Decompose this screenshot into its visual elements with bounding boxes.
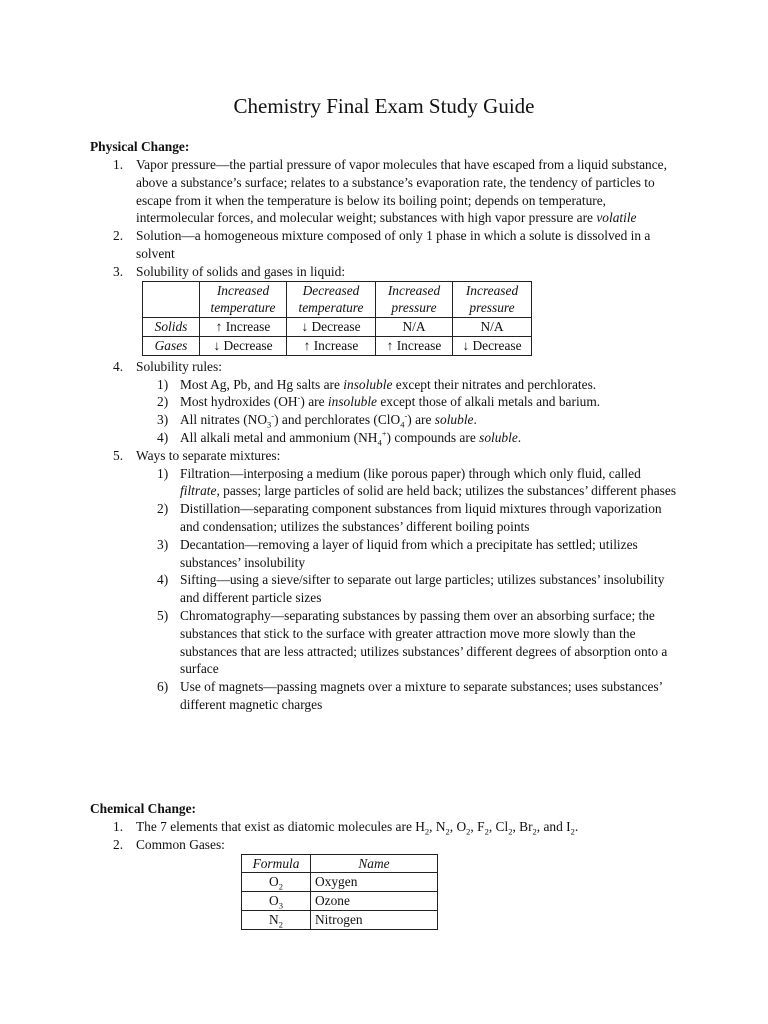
- physical-change-list: [90, 156, 680, 714]
- method-item: [90, 536, 680, 572]
- table-row: [143, 318, 532, 337]
- element-symbol: O: [269, 893, 279, 909]
- table-row: [242, 892, 438, 911]
- formula-subscript: 2: [484, 826, 489, 837]
- separation-methods-text: Ways to separate mixtures:: [136, 447, 281, 463]
- diatomic-text: , F: [470, 819, 485, 834]
- formula-subscript: 3: [267, 419, 272, 430]
- item-number: 3.: [113, 263, 124, 279]
- list-item: [90, 818, 680, 836]
- rule-text: ) compounds are: [386, 429, 480, 445]
- item-number: 1.: [113, 157, 124, 172]
- list-item: [90, 836, 680, 854]
- table-row: [242, 910, 438, 929]
- diatomic-text: , Cl: [488, 819, 509, 834]
- column-header: Increased pressure: [376, 281, 453, 318]
- method-text: Filtration—interposing a medium (like porous paper) through which only fluid, called: [180, 465, 641, 481]
- diatomic-text: , and I: [536, 819, 571, 834]
- table-header-row: [143, 281, 532, 318]
- table-cell: N/A: [453, 318, 532, 337]
- formula-subscript: 2: [445, 826, 450, 837]
- list-item: [90, 156, 680, 227]
- rule-term: insoluble: [343, 376, 393, 392]
- list-item: [90, 227, 680, 263]
- rule-text: ) are: [300, 394, 328, 410]
- chemical-change-list: [90, 818, 680, 930]
- rule-term: insoluble: [327, 394, 378, 410]
- formula-subscript: 2: [466, 826, 471, 837]
- column-header: Formula: [242, 854, 311, 873]
- rule-text: .: [473, 412, 477, 428]
- diatomic-text: , O: [449, 819, 467, 834]
- chemical-change-heading: Chemical Change:: [90, 801, 197, 816]
- method-item: [90, 607, 680, 678]
- diatomic-text: The 7 elements that exist as diatomic molecules are H: [136, 819, 425, 834]
- item-number: 1.: [113, 819, 124, 834]
- vapor-pressure-text: Vapor pressure—the partial pressure of vapor molecules that have escaped from a liquid substance, above a substance’s surface; relates to a substance’s evaporation rate, the tendency of particles to escape from it when the temperature is below its boiling point; depends on temperature, intermolecular forces, and molecular weight; substances with high vapor pressure are: [136, 157, 667, 226]
- formula-cell: [242, 910, 311, 929]
- column-header: Name: [311, 854, 438, 873]
- method-item: [90, 500, 680, 536]
- rule-text: except those of alkali metals and barium.: [377, 394, 601, 410]
- formula-subscript: 4: [400, 419, 405, 430]
- method-text: Use of magnets—passing magnets over a mixture to separate substances; uses substances’ different magnetic charges: [180, 679, 663, 712]
- item-number: 2.: [113, 836, 124, 852]
- rule-text: except their nitrates and perchlorates.: [392, 376, 597, 392]
- rule-item: [90, 429, 680, 447]
- table-corner-cell: [143, 281, 200, 318]
- rule-text: .: [517, 429, 522, 445]
- formula-cell: [242, 892, 311, 911]
- formula-subscript: 4: [377, 437, 382, 448]
- filtrate-term: filtrate: [180, 483, 217, 499]
- charge-superscript: -: [404, 410, 408, 421]
- table-cell: ↑ Increase: [287, 336, 376, 355]
- rule-number: 1): [157, 376, 169, 392]
- formula-cell: [242, 873, 311, 892]
- common-gases-table: [241, 854, 438, 930]
- rule-item: [90, 411, 680, 429]
- formula-subscript: 2: [508, 826, 513, 837]
- rule-text: Most Ag, Pb, and Hg salts are: [180, 376, 344, 392]
- row-header: Solids: [143, 318, 200, 337]
- item-number: 5.: [113, 447, 124, 463]
- method-number: 5): [157, 607, 169, 623]
- list-item: [90, 358, 680, 376]
- table-cell: ↑ Increase: [376, 336, 453, 355]
- table-cell: ↓ Decrease: [287, 318, 376, 337]
- item-number: 4.: [113, 358, 124, 374]
- solubility-rules-text: Solubility rules:: [136, 358, 222, 374]
- row-header: Gases: [143, 336, 200, 355]
- charge-superscript: -: [271, 410, 275, 421]
- formula-subscript: 2: [278, 919, 283, 930]
- method-number: 3): [157, 536, 169, 552]
- method-number: 2): [157, 501, 169, 517]
- table-row: [143, 336, 532, 355]
- charge-superscript: -: [297, 392, 301, 403]
- column-header: Decreased temperature: [287, 281, 376, 318]
- method-text: Sifting—using a sieve/sifter to separate out large particles; utilizes substances’ insolubility and different particle sizes: [180, 572, 665, 606]
- method-text: Distillation—separating component substances from liquid mixtures through vaporization and condensation; utilizes the substances’ different boiling points: [180, 501, 662, 534]
- diatomic-text: .: [574, 819, 579, 834]
- list-item: [90, 447, 680, 465]
- diatomic-text: , N: [429, 819, 446, 834]
- name-cell: Nitrogen: [311, 910, 438, 929]
- solution-text: Solution—a homogeneous mixture composed of only 1 phase in which a solute is dissolved in a solvent: [136, 228, 651, 261]
- table-header-row: [242, 854, 438, 873]
- rule-term: soluble: [479, 429, 518, 445]
- item-number: 2.: [113, 228, 124, 244]
- method-text: Decantation—removing a layer of liquid from which a precipitate has settled; utilizes substances’ insolubility: [180, 536, 638, 570]
- rule-text: Most hydroxides (OH: [180, 394, 298, 410]
- rule-number: 3): [157, 412, 169, 428]
- column-header: Increased temperature: [200, 281, 287, 318]
- rule-number: 2): [157, 394, 169, 410]
- element-symbol: O: [269, 874, 279, 890]
- rule-number: 4): [157, 429, 169, 445]
- rule-text: ) and perchlorates (ClO: [274, 412, 401, 428]
- rule-text: All alkali metal and ammonium (NH: [180, 429, 378, 445]
- solubility-table: [142, 281, 532, 356]
- table-row: [242, 873, 438, 892]
- method-text: , passes; large particles of solid are held back; utilizes the substances’ different phases: [216, 483, 677, 499]
- volatile-term: volatile: [596, 210, 637, 226]
- list-item: [90, 263, 680, 281]
- solubility-text: Solubility of solids and gases in liquid:: [136, 263, 346, 279]
- rule-term: soluble: [434, 412, 474, 428]
- method-item: [90, 678, 680, 714]
- method-number: 1): [157, 465, 169, 481]
- page-title: Chemistry Final Exam Study Guide: [233, 94, 535, 118]
- physical-change-heading: Physical Change:: [90, 139, 190, 154]
- common-gases-text: Common Gases:: [136, 836, 225, 852]
- diatomic-text: , Br: [512, 819, 533, 834]
- rule-text: ) are: [407, 412, 435, 428]
- charge-superscript: +: [381, 428, 387, 439]
- formula-subscript: 2: [278, 882, 283, 893]
- formula-subscript: 2: [570, 826, 575, 837]
- table-cell: ↓ Decrease: [453, 336, 532, 355]
- name-cell: Oxygen: [311, 873, 438, 892]
- table-cell: N/A: [376, 318, 453, 337]
- name-cell: Ozone: [311, 892, 438, 911]
- formula-subscript: 2: [532, 826, 537, 837]
- method-number: 6): [157, 679, 169, 695]
- method-number: 4): [157, 572, 169, 588]
- column-header: Increased pressure: [453, 281, 532, 318]
- rule-text: All nitrates (NO: [180, 412, 268, 428]
- formula-subscript: 3: [278, 900, 283, 911]
- method-item: [90, 571, 680, 607]
- rule-item: [90, 393, 680, 411]
- table-cell: ↓ Decrease: [200, 336, 287, 355]
- table-cell: ↑ Increase: [200, 318, 287, 337]
- formula-subscript: 2: [424, 826, 430, 837]
- element-symbol: N: [269, 911, 279, 927]
- rule-item: [90, 376, 680, 394]
- method-item: [90, 465, 680, 501]
- method-text: Chromatography—separating substances by passing them over an absorbing surface; the substances that stick to the surface with greater attraction move more slowly than the substances that are less attracted; utilizes substances’ different degrees of absorption onto a surface: [180, 607, 668, 677]
